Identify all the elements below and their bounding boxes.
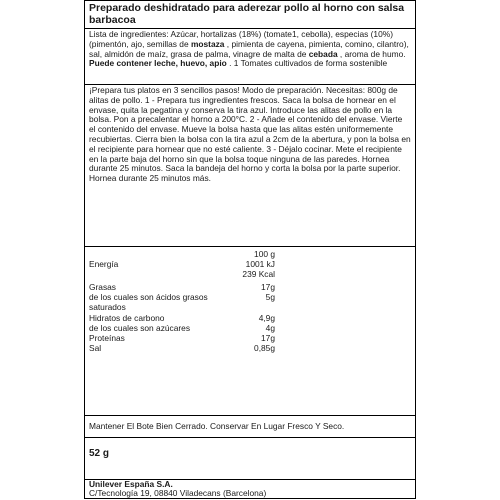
nutrition-value: 4,9g xyxy=(258,313,275,323)
allergen-barley: cebada xyxy=(308,48,338,59)
nutrition-label: Hidratos de carbono xyxy=(89,313,165,323)
ingredients-part: Lista de ingredientes: Azúcar, hortalizas (18%) (tomate1, cebolla), especias (10%) (pimentón, ajo, semillas de xyxy=(89,29,393,49)
nutrition-table xyxy=(85,246,415,415)
ingredients-part: , aroma de humo. xyxy=(337,48,406,59)
ingredients-part: . 1 Tomates cultivados de forma sostenible xyxy=(226,58,388,69)
nutrition-row xyxy=(89,343,275,353)
nutrition-row xyxy=(89,302,275,312)
ingredients-section xyxy=(85,28,415,84)
nutrition-label: de los cuales son azúcares xyxy=(89,323,191,333)
nutrition-value: 17g xyxy=(261,333,275,343)
storage-text: Mantener El Bote Bien Cerrado. Conservar En Lugar Fresco Y Seco. xyxy=(89,421,345,431)
storage-section xyxy=(85,415,415,437)
nutrition-label: Sal xyxy=(89,343,102,353)
nutrition-label: Energía xyxy=(89,259,119,269)
allergen-mustard: mostaza xyxy=(190,38,225,49)
nutrition-label: saturados xyxy=(89,302,126,312)
nutrition-value: 17g xyxy=(261,282,275,292)
preparation-text: ¡Prepara tus platos en 3 sencillos pasos! Modo de preparación. Necesitas: 800g de alitas de pollo. 1 - Prepara tus ingredientes frescos. Saca la bolsa de hornear en el envase, quita la pegatina y conserva la tira azul. Introduce las alitas de pollo en la bolsa. Pon a precalentar el horno a 200°C. 2 - Añade el contenido del envase. Vierte el contenido del envase. Mueve la bolsa hasta que las alitas estén uniformemente recubiertas. Cierra bien la bolsa con la tira azul a 2cm de la abertura, y pon la bolsa en el recipiente para hornear que no esté caliente. 3 - Déjalo cocinar. Mete el recipiente en la parte baja del horno sin que la bolsa toque ninguna de las paredes. Hornea durante 25 minutos. Saca la bandeja del horno y corta la bolsa por la parte superior. Hornea durante 25 minutos más. xyxy=(89,85,411,184)
nutrition-value: 5g xyxy=(265,292,275,302)
nutrition-per: 100 g xyxy=(254,249,275,259)
nutrition-row xyxy=(89,292,275,302)
nutrition-row xyxy=(89,259,275,269)
nutrition-value: 0,85g xyxy=(254,343,275,353)
allergen-warning: Puede contener leche, huevo, apio xyxy=(89,58,227,69)
nutrition-label: de los cuales son ácidos grasos xyxy=(89,292,208,302)
nutrition-label: Grasas xyxy=(89,282,116,292)
nutrition-label: Proteínas xyxy=(89,333,125,343)
nutrition-row xyxy=(89,282,275,292)
nutrition-row xyxy=(89,323,275,333)
nutrition-value: 239 Kcal xyxy=(242,269,275,279)
ingredients-text xyxy=(89,30,411,69)
nutrition-row xyxy=(89,269,275,279)
preparation-section xyxy=(85,84,415,246)
company-address: C/Tecnología 19, 08840 Viladecans (Barcelona) xyxy=(89,488,267,499)
nutrition-row xyxy=(89,313,275,323)
product-title: Preparado deshidratado para aderezar pollo al horno con salsa barbacoa xyxy=(89,2,405,26)
nutrition-value: 4g xyxy=(265,323,275,333)
net-weight-section xyxy=(85,437,415,479)
net-weight: 52 g xyxy=(89,448,110,459)
nutrition-per-header xyxy=(89,249,275,259)
company-name: Unilever España S.A. xyxy=(89,479,173,489)
ingredients-part: , pimienta de cayena, pimienta, comino, cilantro), sal, almidón de maíz, grasa de palma, vinagre de malta de xyxy=(89,38,409,59)
label-frame xyxy=(84,0,416,499)
nutrition-value: 1001 kJ xyxy=(245,259,275,269)
company-section xyxy=(85,479,415,500)
nutrition-row xyxy=(89,333,275,343)
